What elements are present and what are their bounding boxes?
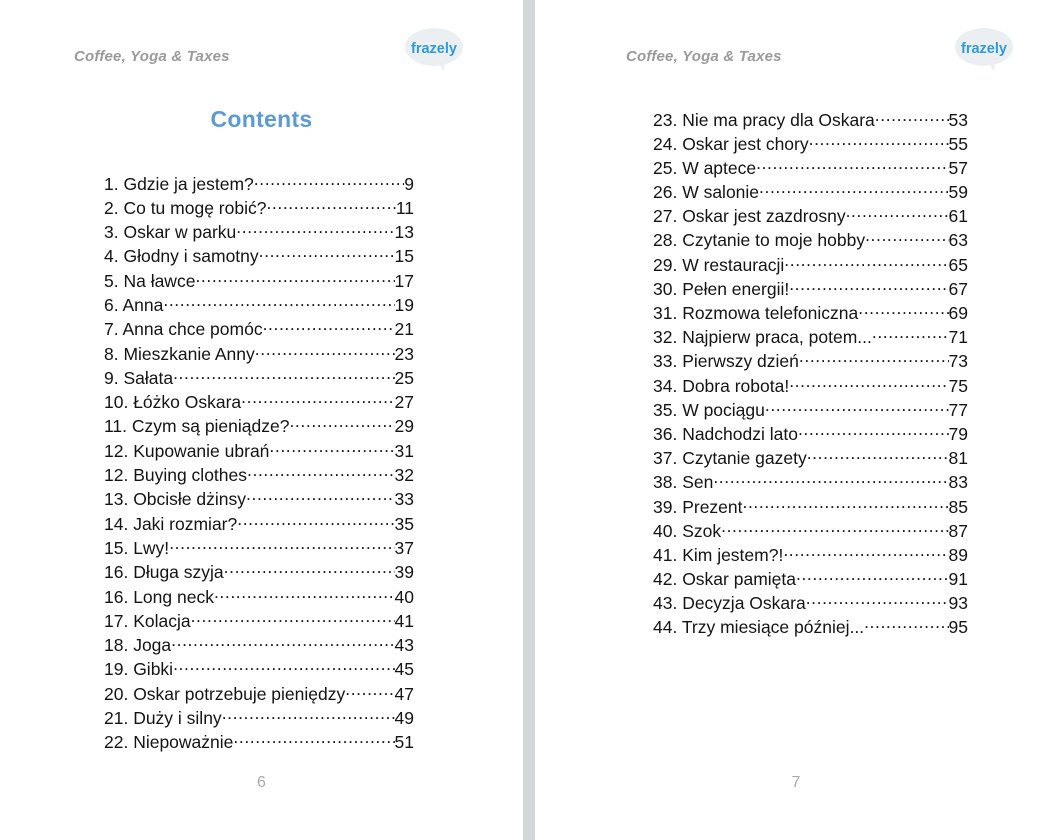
toc-dot-leader xyxy=(259,245,395,263)
toc-entry[interactable] xyxy=(653,592,968,616)
toc-dot-leader xyxy=(233,731,394,749)
toc-dot-leader xyxy=(241,391,394,409)
toc-entry-label: 18. Joga xyxy=(104,635,172,656)
toc-dot-leader xyxy=(759,181,949,199)
toc-entry[interactable] xyxy=(653,229,968,253)
toc-entry-page-number: 13 xyxy=(394,222,414,243)
toc-dot-leader xyxy=(796,568,949,586)
toc-entry-label: 38. Sen xyxy=(653,472,714,493)
toc-entry[interactable] xyxy=(653,132,968,156)
frazely-logo-right xyxy=(955,28,1013,72)
toc-entry-page-number: 39 xyxy=(394,562,414,583)
toc-dot-leader xyxy=(173,658,394,676)
toc-dot-leader xyxy=(169,536,394,554)
toc-entry-page-number: 32 xyxy=(394,465,414,486)
toc-entry[interactable] xyxy=(653,471,968,495)
toc-entry[interactable] xyxy=(104,221,414,245)
toc-dot-leader xyxy=(254,172,404,190)
toc-dot-leader xyxy=(756,156,948,174)
toc-entry-page-number: 19 xyxy=(394,294,414,315)
toc-entry-page-number: 47 xyxy=(394,683,414,704)
folio-left: 6 xyxy=(257,774,266,791)
toc-entry-label: 25. W aptece xyxy=(653,157,757,178)
toc-dot-leader xyxy=(247,464,395,482)
toc-dot-leader xyxy=(236,221,394,239)
toc-entry-label: 33. Pierwszy dzień xyxy=(653,351,799,372)
toc-entry-page-number: 35 xyxy=(394,513,414,534)
toc-entry[interactable] xyxy=(104,342,414,366)
toc-dot-leader xyxy=(783,543,948,561)
toc-entry[interactable] xyxy=(104,731,414,755)
toc-entry[interactable] xyxy=(653,422,968,446)
toc-entry-page-number: 61 xyxy=(948,206,968,227)
toc-entry[interactable] xyxy=(653,205,968,229)
toc-entry[interactable] xyxy=(104,536,414,560)
toc-entry-label: 19. Gibki xyxy=(104,659,174,680)
toc-entry-page-number: 79 xyxy=(948,423,968,444)
running-header-left: Coffee, Yoga & Taxes xyxy=(74,48,230,65)
toc-entry-label: 15. Lwy! xyxy=(104,537,170,558)
toc-entry-label: 41. Kim jestem?! xyxy=(653,544,784,565)
toc-entry-page-number: 83 xyxy=(948,472,968,493)
toc-dot-leader xyxy=(263,318,395,336)
toc-dot-leader xyxy=(784,253,948,271)
toc-entry-label: 43. Decyzja Oskara xyxy=(653,593,806,614)
folio-right: 7 xyxy=(791,774,801,791)
toc-dot-leader xyxy=(799,350,949,368)
toc-dot-leader xyxy=(858,302,948,320)
toc-entry-label: 10. Łóżko Oskara xyxy=(104,392,242,413)
toc-entry-page-number: 91 xyxy=(948,569,968,590)
toc-dot-leader xyxy=(266,196,395,214)
toc-entry-label: 42. Oskar pamięta xyxy=(653,569,796,590)
toc-dot-leader xyxy=(246,488,395,506)
toc-entry-page-number: 27 xyxy=(394,392,414,413)
toc-entry[interactable] xyxy=(104,293,414,317)
toc-dot-leader xyxy=(191,609,395,627)
toc-entry-label: 32. Najpierw praca, potem... xyxy=(653,327,872,348)
toc-entry-label: 16. Long neck xyxy=(104,586,214,607)
toc-entry-label: 29. W restauracji xyxy=(653,254,785,275)
toc-entry-label: 44. Trzy miesiące później... xyxy=(653,617,865,638)
toc-entry[interactable] xyxy=(653,253,968,277)
toc-entry-page-number: 63 xyxy=(948,230,968,251)
toc-entry[interactable] xyxy=(653,543,968,567)
toc-entry-label: 16. Długa szyja xyxy=(104,562,224,583)
toc-dot-leader xyxy=(163,293,394,311)
toc-entry[interactable] xyxy=(104,196,414,220)
toc-entry-label: 3. Oskar w parku xyxy=(104,222,237,243)
toc-entry-page-number: 45 xyxy=(394,659,414,680)
toc-entry[interactable] xyxy=(104,561,414,585)
toc-entry-label: 4. Głodny i samotny xyxy=(104,246,259,267)
toc-entry-page-number: 33 xyxy=(394,489,414,510)
toc-dot-leader xyxy=(224,561,395,579)
toc-entry[interactable] xyxy=(653,181,968,205)
toc-dot-leader xyxy=(222,707,395,725)
left-page xyxy=(0,0,523,840)
toc-entry-label: 12. Buying clothes xyxy=(104,465,248,486)
toc-entry-page-number: 17 xyxy=(394,270,414,291)
toc-entry-page-number: 89 xyxy=(948,544,968,565)
toc-dot-leader xyxy=(345,682,394,700)
toc-entry[interactable] xyxy=(104,391,414,415)
toc-entry-page-number: 31 xyxy=(394,440,414,461)
toc-entry-label: 36. Nadchodzi lato xyxy=(653,423,798,444)
toc-dot-leader xyxy=(743,495,949,513)
toc-entry-label: 11. Czym są pieniądze? xyxy=(104,416,290,437)
toc-entry-label: 23. Nie ma pracy dla Oskara xyxy=(653,109,875,130)
toc-entry-label: 7. Anna chce pomóc xyxy=(104,319,263,340)
toc-entry-label: 1. Gdzie ja jestem? xyxy=(104,173,254,194)
toc-entry-page-number: 23 xyxy=(394,343,414,364)
toc-entry-label: 31. Rozmowa telefoniczna xyxy=(653,303,859,323)
toc-entry-page-number: 85 xyxy=(948,496,968,517)
toc-entry[interactable] xyxy=(104,366,414,390)
toc-entry[interactable] xyxy=(104,585,414,609)
toc-entry[interactable] xyxy=(653,108,968,132)
toc-entry[interactable] xyxy=(104,172,414,196)
toc-entry[interactable] xyxy=(104,488,414,512)
toc-entry-label: 20. Oskar potrzebuje pieniędzy xyxy=(104,683,346,704)
toc-entry-page-number: 95 xyxy=(948,617,968,638)
toc-entry-label: 26. W salonie xyxy=(653,182,760,203)
toc-entry-label: 34. Dobra robota! xyxy=(653,375,790,396)
toc-entry-page-number: 75 xyxy=(948,375,968,396)
toc-entry[interactable] xyxy=(104,318,414,342)
toc-entry[interactable] xyxy=(653,398,968,422)
page-gutter-divider xyxy=(523,0,535,840)
toc-entry-label: 27. Oskar jest zazdrosny xyxy=(653,206,846,227)
toc-entry-label: 30. Pełen energii! xyxy=(653,278,790,299)
contents-heading: Contents xyxy=(210,106,313,132)
toc-entry[interactable] xyxy=(653,350,968,374)
toc-entry-page-number: 43 xyxy=(394,635,414,656)
toc-entry[interactable] xyxy=(653,302,968,326)
toc-dot-leader xyxy=(195,269,394,287)
toc-entry[interactable] xyxy=(104,269,414,293)
toc-entry-page-number: 49 xyxy=(394,708,414,729)
toc-entry-page-number: 59 xyxy=(948,182,968,203)
toc-entry[interactable] xyxy=(653,156,968,180)
toc-entry-label: 21. Duży i silny xyxy=(104,708,222,729)
toc-dot-leader xyxy=(713,471,948,489)
toc-dot-leader xyxy=(173,366,394,384)
toc-entry[interactable] xyxy=(104,439,414,463)
toc-entry[interactable] xyxy=(104,609,414,633)
toc-entry-page-number: 11 xyxy=(395,197,414,218)
toc-dot-leader xyxy=(846,205,949,223)
toc-entry[interactable] xyxy=(104,634,414,658)
toc-entry-label: 6. Anna xyxy=(104,294,164,315)
toc-entry-page-number: 67 xyxy=(948,278,968,299)
toc-dot-leader xyxy=(721,519,948,537)
toc-entry-label: 40. Szok xyxy=(653,520,722,541)
toc-entry-page-number: 93 xyxy=(948,593,968,614)
toc-dot-leader xyxy=(289,415,394,433)
toc-entry-page-number: 65 xyxy=(948,254,968,275)
toc-entry[interactable] xyxy=(104,658,414,682)
toc-dot-leader xyxy=(237,512,394,530)
toc-entry-page-number: 77 xyxy=(948,399,968,420)
toc-entry-label: 37. Czytanie gazety xyxy=(653,448,807,469)
toc-entry-label: 39. Prezent xyxy=(653,496,743,517)
logo-text-left: frazely xyxy=(411,41,457,57)
toc-entry[interactable] xyxy=(653,374,968,398)
toc-entry-page-number: 40 xyxy=(394,586,414,607)
toc-dot-leader xyxy=(798,422,949,440)
toc-dot-leader xyxy=(789,374,948,392)
toc-list-left xyxy=(104,172,414,755)
toc-entry[interactable] xyxy=(653,519,968,543)
right-page xyxy=(535,0,1057,840)
toc-entry[interactable] xyxy=(104,245,414,269)
toc-entry-page-number: 41 xyxy=(394,610,414,631)
toc-entry[interactable] xyxy=(653,616,968,640)
toc-dot-leader xyxy=(864,616,948,634)
toc-entry-page-number: 37 xyxy=(394,537,414,558)
toc-dot-leader xyxy=(809,132,949,150)
toc-entry-label: 2. Co tu mogę robić? xyxy=(104,197,267,218)
toc-entry-page-number: 71 xyxy=(948,327,968,348)
toc-entry-page-number: 55 xyxy=(948,133,968,154)
toc-dot-leader xyxy=(255,342,395,360)
toc-dot-leader xyxy=(807,447,949,465)
toc-entry-page-number: 57 xyxy=(948,157,968,178)
toc-entry[interactable] xyxy=(104,415,414,439)
toc-entry-label: 24. Oskar jest chory xyxy=(653,133,809,154)
toc-entry-label: 12. Kupowanie ubrań xyxy=(104,440,270,461)
toc-entry-page-number: 51 xyxy=(394,732,414,753)
toc-entry-page-number: 15 xyxy=(394,246,414,267)
toc-entry-page-number: 73 xyxy=(948,351,968,372)
running-header-right: Coffee, Yoga & Taxes xyxy=(626,48,782,65)
toc-dot-leader xyxy=(789,277,948,295)
toc-entry-page-number: 21 xyxy=(394,319,414,340)
toc-dot-leader xyxy=(269,439,394,457)
toc-dot-leader xyxy=(872,326,949,344)
toc-entry-label: 17. Kolacja xyxy=(104,610,191,631)
toc-entry[interactable] xyxy=(104,512,414,536)
toc-entry-label: 35. W pociągu xyxy=(653,399,765,420)
logo-text-right: frazely xyxy=(961,41,1007,57)
toc-entry-page-number: 29 xyxy=(394,416,414,437)
toc-entry-page-number: 25 xyxy=(394,367,414,388)
toc-entry-page-number: 53 xyxy=(948,109,968,130)
toc-entry[interactable] xyxy=(104,464,414,488)
toc-dot-leader xyxy=(865,229,948,247)
toc-entry-label: 28. Czytanie to moje hobby xyxy=(653,230,866,251)
toc-entry[interactable] xyxy=(104,707,414,731)
toc-entry-page-number: 69 xyxy=(948,303,968,323)
toc-dot-leader xyxy=(171,634,394,652)
toc-entry[interactable] xyxy=(653,447,968,471)
toc-entry-label: 13. Obcisłe dżinsy xyxy=(104,489,247,510)
toc-entry[interactable] xyxy=(653,326,968,350)
frazely-logo-left xyxy=(405,28,463,72)
toc-dot-leader xyxy=(875,108,949,126)
toc-entry-page-number: 81 xyxy=(948,448,968,469)
toc-dot-leader xyxy=(765,398,949,416)
toc-list-right xyxy=(653,108,968,640)
toc-entry-label: 22. Niepoważnie xyxy=(104,732,234,753)
toc-entry-page-number: 9 xyxy=(404,173,414,194)
toc-entry-page-number: 87 xyxy=(948,520,968,541)
toc-dot-leader xyxy=(214,585,395,603)
toc-entry-label: 5. Na ławce xyxy=(104,270,196,291)
toc-entry-label: 9. Sałata xyxy=(104,367,174,388)
toc-dot-leader xyxy=(806,592,949,610)
toc-entry-label: 8. Mieszkanie Anny xyxy=(104,343,255,364)
toc-entry[interactable] xyxy=(653,495,968,519)
toc-entry-label: 14. Jaki rozmiar? xyxy=(104,513,238,534)
toc-entry[interactable] xyxy=(653,568,968,592)
toc-entry[interactable] xyxy=(653,277,968,301)
toc-entry[interactable] xyxy=(104,682,414,706)
